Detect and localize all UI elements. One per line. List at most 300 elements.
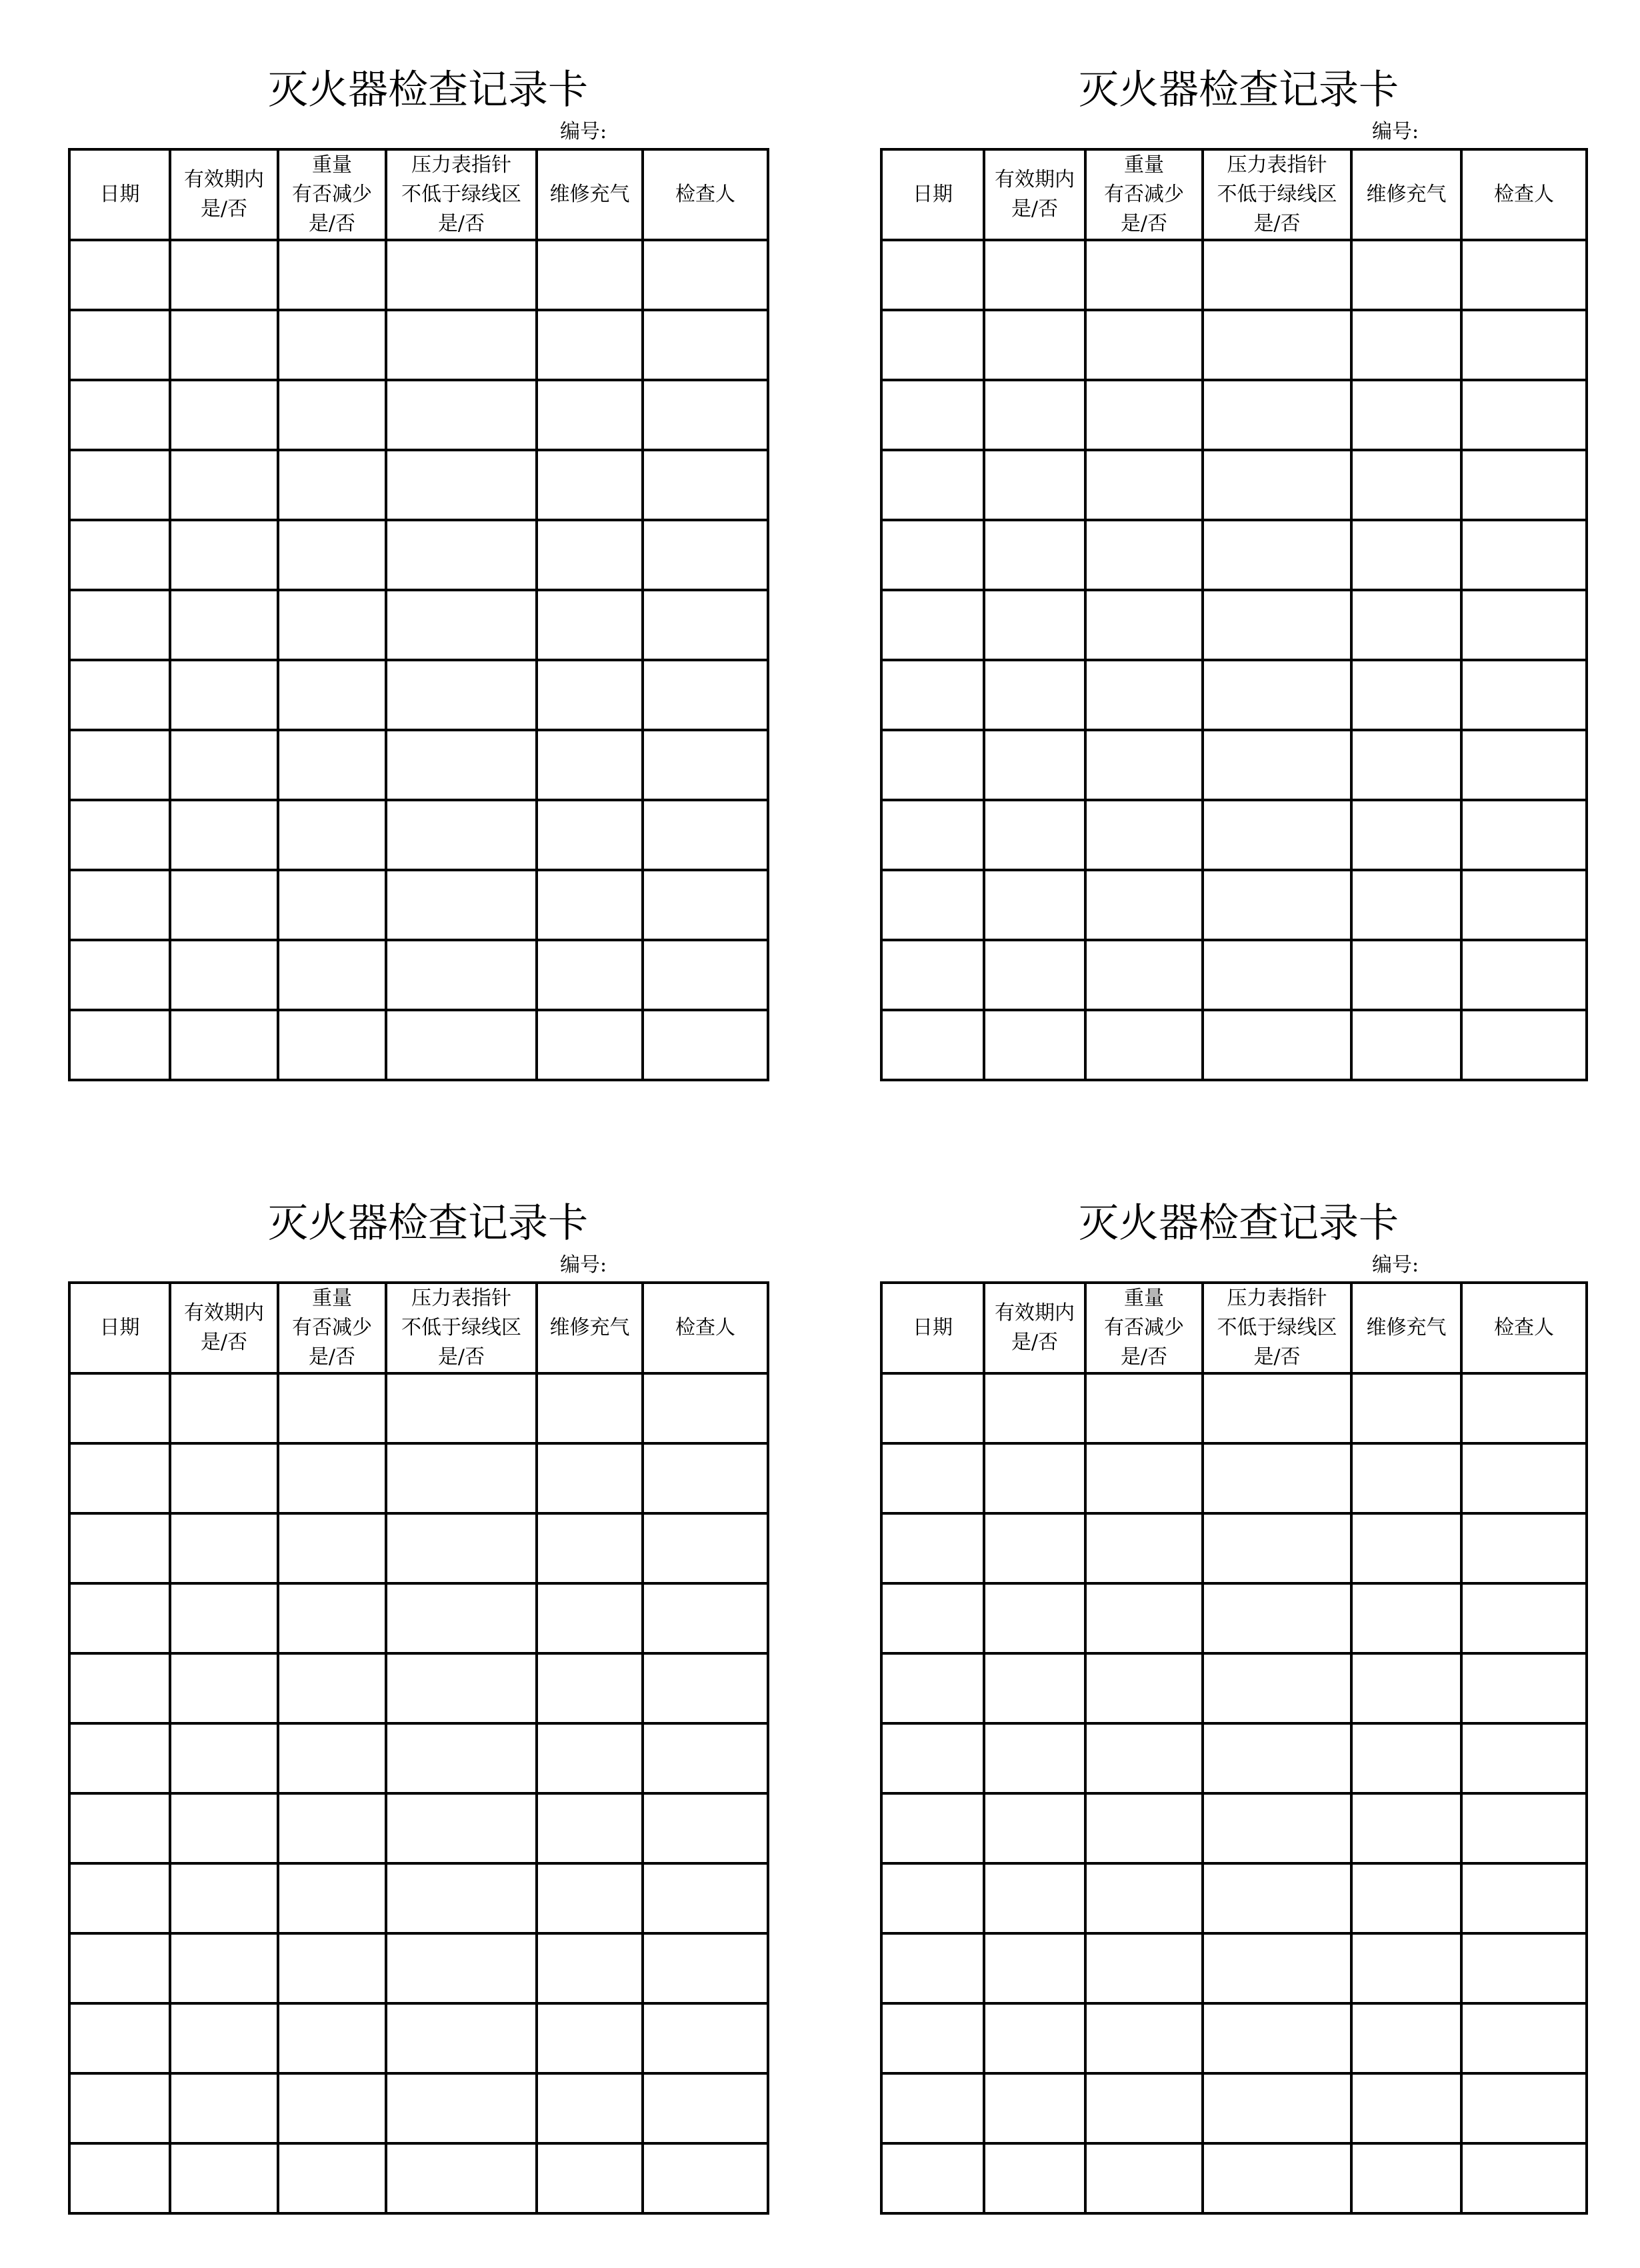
entry-cell[interactable] (537, 1513, 643, 1583)
entry-cell[interactable] (1203, 1583, 1351, 1653)
entry-cell[interactable] (278, 1443, 386, 1513)
entry-cell[interactable] (537, 1863, 643, 1933)
entry-cell[interactable] (1085, 310, 1203, 380)
entry-cell[interactable] (984, 1513, 1085, 1583)
entry-cell[interactable] (69, 940, 170, 1010)
entry-cell[interactable] (643, 2073, 768, 2143)
entry-cell[interactable] (1351, 2143, 1461, 2213)
entry-cell[interactable] (643, 1443, 768, 1513)
entry-cell[interactable] (170, 1373, 278, 1443)
entry-cell[interactable] (537, 240, 643, 310)
entry-cell[interactable] (984, 450, 1085, 520)
entry-cell[interactable] (1461, 310, 1587, 380)
entry-cell[interactable] (643, 590, 768, 660)
entry-cell[interactable] (881, 2003, 984, 2073)
entry-cell[interactable] (278, 1723, 386, 1793)
entry-cell[interactable] (1461, 1443, 1587, 1513)
entry-cell[interactable] (984, 1793, 1085, 1863)
entry-cell[interactable] (537, 1793, 643, 1863)
entry-cell[interactable] (1461, 2003, 1587, 2073)
entry-cell[interactable] (1203, 660, 1351, 730)
entry-cell[interactable] (984, 240, 1085, 310)
entry-cell[interactable] (386, 240, 537, 310)
entry-cell[interactable] (278, 2003, 386, 2073)
entry-cell[interactable] (537, 730, 643, 800)
entry-cell[interactable] (386, 2143, 537, 2213)
entry-cell[interactable] (69, 1443, 170, 1513)
entry-cell[interactable] (278, 380, 386, 450)
entry-cell[interactable] (1461, 1933, 1587, 2003)
entry-cell[interactable] (278, 1933, 386, 2003)
entry-cell[interactable] (537, 310, 643, 380)
entry-cell[interactable] (1351, 940, 1461, 1010)
entry-cell[interactable] (386, 1373, 537, 1443)
entry-cell[interactable] (69, 590, 170, 660)
entry-cell[interactable] (643, 730, 768, 800)
entry-cell[interactable] (984, 310, 1085, 380)
entry-cell[interactable] (1085, 660, 1203, 730)
entry-cell[interactable] (643, 1723, 768, 1793)
entry-cell[interactable] (278, 940, 386, 1010)
entry-cell[interactable] (643, 940, 768, 1010)
entry-cell[interactable] (278, 2143, 386, 2213)
entry-cell[interactable] (537, 1443, 643, 1513)
entry-cell[interactable] (643, 1793, 768, 1863)
entry-cell[interactable] (1461, 660, 1587, 730)
entry-cell[interactable] (69, 1933, 170, 2003)
entry-cell[interactable] (170, 380, 278, 450)
entry-cell[interactable] (1351, 1723, 1461, 1793)
entry-cell[interactable] (537, 2143, 643, 2213)
entry-cell[interactable] (1461, 870, 1587, 940)
entry-cell[interactable] (278, 870, 386, 940)
entry-cell[interactable] (984, 1010, 1085, 1080)
entry-cell[interactable] (1085, 870, 1203, 940)
entry-cell[interactable] (537, 450, 643, 520)
entry-cell[interactable] (386, 1010, 537, 1080)
entry-cell[interactable] (984, 660, 1085, 730)
entry-cell[interactable] (1085, 590, 1203, 660)
entry-cell[interactable] (881, 1513, 984, 1583)
entry-cell[interactable] (170, 1793, 278, 1863)
entry-cell[interactable] (1085, 1723, 1203, 1793)
column-header (170, 149, 278, 240)
entry-cell[interactable] (386, 1793, 537, 1863)
entry-cell[interactable] (1351, 310, 1461, 380)
entry-cell[interactable] (1461, 1010, 1587, 1080)
entry-cell[interactable] (984, 520, 1085, 590)
entry-cell[interactable] (1461, 240, 1587, 310)
entry-cell[interactable] (1085, 2003, 1203, 2073)
entry-cell[interactable] (1351, 1793, 1461, 1863)
entry-cell[interactable] (1085, 2143, 1203, 2213)
entry-cell[interactable] (1351, 730, 1461, 800)
entry-cell[interactable] (643, 1010, 768, 1080)
entry-cell[interactable] (1351, 590, 1461, 660)
entry-cell[interactable] (1085, 240, 1203, 310)
entry-cell[interactable] (643, 1583, 768, 1653)
entry-cell[interactable] (170, 310, 278, 380)
entry-cell[interactable] (1203, 1010, 1351, 1080)
entry-cell[interactable] (1203, 870, 1351, 940)
entry-cell[interactable] (170, 590, 278, 660)
entry-cell[interactable] (881, 660, 984, 730)
entry-cell[interactable] (1085, 380, 1203, 450)
entry-cell[interactable] (643, 1513, 768, 1583)
entry-cell[interactable] (170, 1723, 278, 1793)
entry-cell[interactable] (537, 2073, 643, 2143)
entry-cell[interactable] (278, 520, 386, 590)
entry-cell[interactable] (386, 870, 537, 940)
table-row (881, 520, 1587, 590)
entry-cell[interactable] (69, 1793, 170, 1863)
table-row (69, 380, 768, 450)
entry-cell[interactable] (1203, 450, 1351, 520)
entry-cell[interactable] (170, 1010, 278, 1080)
entry-cell[interactable] (1351, 1513, 1461, 1583)
entry-cell[interactable] (1351, 1373, 1461, 1443)
entry-cell[interactable] (643, 800, 768, 870)
entry-cell[interactable] (386, 310, 537, 380)
entry-cell[interactable] (984, 380, 1085, 450)
entry-cell[interactable] (170, 870, 278, 940)
entry-cell[interactable] (1351, 870, 1461, 940)
entry-cell[interactable] (69, 2003, 170, 2073)
entry-cell[interactable] (1203, 2073, 1351, 2143)
entry-cell[interactable] (984, 2003, 1085, 2073)
entry-cell[interactable] (69, 1653, 170, 1723)
entry-cell[interactable] (278, 1513, 386, 1583)
entry-cell[interactable] (643, 660, 768, 730)
entry-cell[interactable] (386, 1583, 537, 1653)
entry-cell[interactable] (984, 2073, 1085, 2143)
table-row (881, 2143, 1587, 2213)
entry-cell[interactable] (1351, 1010, 1461, 1080)
entry-cell[interactable] (1351, 240, 1461, 310)
entry-cell[interactable] (278, 590, 386, 660)
entry-cell[interactable] (278, 2073, 386, 2143)
entry-cell[interactable] (881, 450, 984, 520)
entry-cell[interactable] (386, 520, 537, 590)
entry-cell[interactable] (278, 800, 386, 870)
entry-cell[interactable] (1085, 1653, 1203, 1723)
entry-cell[interactable] (170, 450, 278, 520)
entry-cell[interactable] (1203, 590, 1351, 660)
entry-cell[interactable] (881, 870, 984, 940)
entry-cell[interactable] (278, 1373, 386, 1443)
entry-cell[interactable] (1461, 520, 1587, 590)
entry-cell[interactable] (1461, 380, 1587, 450)
entry-cell[interactable] (1351, 2003, 1461, 2073)
entry-cell[interactable] (69, 240, 170, 310)
entry-cell[interactable] (1351, 800, 1461, 870)
entry-cell[interactable] (984, 1933, 1085, 2003)
header-text: 重量 (312, 153, 352, 177)
entry-cell[interactable] (984, 2143, 1085, 2213)
entry-cell[interactable] (1203, 1723, 1351, 1793)
entry-cell[interactable] (170, 2003, 278, 2073)
entry-cell[interactable] (1203, 2003, 1351, 2073)
entry-cell[interactable] (984, 1443, 1085, 1513)
entry-cell[interactable] (1351, 380, 1461, 450)
entry-cell[interactable] (1203, 2143, 1351, 2213)
entry-cell[interactable] (1461, 730, 1587, 800)
entry-cell[interactable] (170, 730, 278, 800)
entry-cell[interactable] (386, 730, 537, 800)
table-row (881, 730, 1587, 800)
entry-cell[interactable] (386, 940, 537, 1010)
entry-cell[interactable] (278, 1010, 386, 1080)
entry-cell[interactable] (69, 1863, 170, 1933)
entry-cell[interactable] (386, 1513, 537, 1583)
entry-cell[interactable] (881, 1723, 984, 1793)
entry-cell[interactable] (1461, 2073, 1587, 2143)
entry-cell[interactable] (1203, 1863, 1351, 1933)
entry-cell[interactable] (386, 1933, 537, 2003)
entry-cell[interactable] (1461, 1513, 1587, 1583)
entry-cell[interactable] (1085, 2073, 1203, 2143)
entry-cell[interactable] (170, 2143, 278, 2213)
entry-cell[interactable] (881, 1443, 984, 1513)
entry-cell[interactable] (1461, 1723, 1587, 1793)
entry-cell[interactable] (170, 1443, 278, 1513)
entry-cell[interactable] (1085, 1513, 1203, 1583)
entry-cell[interactable] (984, 1653, 1085, 1723)
entry-cell[interactable] (1351, 1443, 1461, 1513)
entry-cell[interactable] (170, 1583, 278, 1653)
entry-cell[interactable] (881, 380, 984, 450)
entry-cell[interactable] (69, 1010, 170, 1080)
entry-cell[interactable] (1203, 730, 1351, 800)
entry-cell[interactable] (984, 1373, 1085, 1443)
entry-cell[interactable] (1085, 1863, 1203, 1933)
entry-cell[interactable] (984, 870, 1085, 940)
entry-cell[interactable] (386, 380, 537, 450)
entry-cell[interactable] (881, 520, 984, 590)
entry-cell[interactable] (278, 1793, 386, 1863)
entry-cell[interactable] (1461, 1793, 1587, 1863)
entry-cell[interactable] (984, 590, 1085, 660)
entry-cell[interactable] (1461, 590, 1587, 660)
entry-cell[interactable] (881, 1793, 984, 1863)
entry-cell[interactable] (984, 1723, 1085, 1793)
entry-cell[interactable] (643, 380, 768, 450)
entry-cell[interactable] (170, 940, 278, 1010)
entry-cell[interactable] (1085, 1933, 1203, 2003)
entry-cell[interactable] (170, 2073, 278, 2143)
entry-cell[interactable] (537, 1933, 643, 2003)
entry-cell[interactable] (1351, 520, 1461, 590)
entry-cell[interactable] (1461, 1583, 1587, 1653)
entry-cell[interactable] (278, 240, 386, 310)
entry-cell[interactable] (278, 1653, 386, 1723)
entry-cell[interactable] (1461, 800, 1587, 870)
entry-cell[interactable] (1203, 380, 1351, 450)
entry-cell[interactable] (643, 520, 768, 590)
entry-cell[interactable] (537, 520, 643, 590)
entry-cell[interactable] (1351, 1653, 1461, 1723)
entry-cell[interactable] (170, 240, 278, 310)
entry-cell[interactable] (1085, 800, 1203, 870)
entry-cell[interactable] (69, 800, 170, 870)
entry-cell[interactable] (1203, 1933, 1351, 2003)
entry-cell[interactable] (881, 1010, 984, 1080)
entry-cell[interactable] (1085, 1373, 1203, 1443)
entry-cell[interactable] (1461, 1373, 1587, 1443)
entry-cell[interactable] (170, 660, 278, 730)
entry-cell[interactable] (537, 1723, 643, 1793)
entry-cell[interactable] (984, 940, 1085, 1010)
entry-cell[interactable] (278, 310, 386, 380)
entry-cell[interactable] (643, 2143, 768, 2213)
entry-cell[interactable] (386, 2003, 537, 2073)
entry-cell[interactable] (170, 1653, 278, 1723)
entry-cell[interactable] (1203, 1793, 1351, 1863)
entry-cell[interactable] (69, 660, 170, 730)
entry-cell[interactable] (643, 1933, 768, 2003)
entry-cell[interactable] (69, 2073, 170, 2143)
entry-cell[interactable] (1351, 450, 1461, 520)
entry-cell[interactable] (69, 450, 170, 520)
entry-cell[interactable] (643, 1863, 768, 1933)
entry-cell[interactable] (881, 1863, 984, 1933)
entry-cell[interactable] (881, 590, 984, 660)
entry-cell[interactable] (1351, 2073, 1461, 2143)
entry-cell[interactable] (1085, 1793, 1203, 1863)
entry-cell[interactable] (537, 940, 643, 1010)
entry-cell[interactable] (1203, 1443, 1351, 1513)
entry-cell[interactable] (881, 800, 984, 870)
entry-cell[interactable] (1085, 1010, 1203, 1080)
entry-cell[interactable] (170, 800, 278, 870)
entry-cell[interactable] (643, 240, 768, 310)
entry-cell[interactable] (386, 2073, 537, 2143)
entry-cell[interactable] (881, 1583, 984, 1653)
entry-cell[interactable] (278, 450, 386, 520)
entry-cell[interactable] (537, 800, 643, 870)
entry-cell[interactable] (881, 940, 984, 1010)
entry-cell[interactable] (537, 2003, 643, 2073)
entry-cell[interactable] (881, 1933, 984, 2003)
entry-cell[interactable] (386, 590, 537, 660)
entry-cell[interactable] (1461, 1863, 1587, 1933)
entry-cell[interactable] (537, 380, 643, 450)
entry-cell[interactable] (69, 870, 170, 940)
entry-cell[interactable] (1203, 800, 1351, 870)
entry-cell[interactable] (1203, 520, 1351, 590)
entry-cell[interactable] (69, 730, 170, 800)
header-text: 是/否 (1011, 197, 1059, 221)
entry-cell[interactable] (537, 870, 643, 940)
entry-cell[interactable] (881, 310, 984, 380)
entry-cell[interactable] (881, 1373, 984, 1443)
entry-cell[interactable] (386, 1653, 537, 1723)
entry-cell[interactable] (278, 730, 386, 800)
entry-cell[interactable] (643, 310, 768, 380)
entry-cell[interactable] (278, 660, 386, 730)
entry-cell[interactable] (69, 1513, 170, 1583)
entry-cell[interactable] (537, 1373, 643, 1443)
entry-cell[interactable] (537, 1010, 643, 1080)
entry-cell[interactable] (1085, 1443, 1203, 1513)
entry-cell[interactable] (1085, 940, 1203, 1010)
entry-cell[interactable] (984, 1583, 1085, 1653)
entry-cell[interactable] (69, 310, 170, 380)
entry-cell[interactable] (537, 1583, 643, 1653)
column-header (1351, 1283, 1461, 1373)
entry-cell[interactable] (69, 520, 170, 590)
entry-cell[interactable] (1351, 1583, 1461, 1653)
entry-cell[interactable] (1351, 660, 1461, 730)
entry-cell[interactable] (386, 1863, 537, 1933)
entry-cell[interactable] (1203, 1653, 1351, 1723)
entry-cell[interactable] (643, 1653, 768, 1723)
entry-cell[interactable] (1203, 1373, 1351, 1443)
entry-cell[interactable] (1461, 450, 1587, 520)
entry-cell[interactable] (881, 240, 984, 310)
entry-cell[interactable] (69, 1583, 170, 1653)
entry-cell[interactable] (643, 870, 768, 940)
entry-cell[interactable] (170, 1933, 278, 2003)
entry-cell[interactable] (170, 520, 278, 590)
entry-cell[interactable] (386, 800, 537, 870)
entry-cell[interactable] (881, 1653, 984, 1723)
entry-cell[interactable] (1461, 1653, 1587, 1723)
entry-cell[interactable] (69, 2143, 170, 2213)
entry-cell[interactable] (386, 660, 537, 730)
entry-cell[interactable] (1085, 520, 1203, 590)
entry-cell[interactable] (643, 2003, 768, 2073)
entry-cell[interactable] (69, 380, 170, 450)
entry-cell[interactable] (1085, 450, 1203, 520)
entry-cell[interactable] (170, 1863, 278, 1933)
column-header (69, 149, 170, 240)
entry-cell[interactable] (386, 450, 537, 520)
entry-cell[interactable] (1461, 2143, 1587, 2213)
entry-cell[interactable] (881, 2143, 984, 2213)
entry-cell[interactable] (984, 730, 1085, 800)
entry-cell[interactable] (643, 450, 768, 520)
entry-cell[interactable] (984, 800, 1085, 870)
entry-cell[interactable] (537, 660, 643, 730)
entry-cell[interactable] (537, 590, 643, 660)
entry-cell[interactable] (1461, 940, 1587, 1010)
entry-cell[interactable] (278, 1583, 386, 1653)
entry-cell[interactable] (170, 1513, 278, 1583)
entry-cell[interactable] (1351, 1863, 1461, 1933)
entry-cell[interactable] (643, 1373, 768, 1443)
entry-cell[interactable] (386, 1443, 537, 1513)
entry-cell[interactable] (386, 1723, 537, 1793)
entry-cell[interactable] (278, 1863, 386, 1933)
entry-cell[interactable] (1203, 1513, 1351, 1583)
column-header (278, 1283, 386, 1373)
entry-cell[interactable] (881, 2073, 984, 2143)
entry-cell[interactable] (984, 1863, 1085, 1933)
record-table (68, 148, 769, 1081)
entry-cell[interactable] (537, 1653, 643, 1723)
entry-cell[interactable] (1085, 1583, 1203, 1653)
header-text: 日期 (913, 183, 953, 206)
entry-cell[interactable] (69, 1373, 170, 1443)
entry-cell[interactable] (1351, 1933, 1461, 2003)
entry-cell[interactable] (881, 730, 984, 800)
entry-cell[interactable] (1203, 940, 1351, 1010)
entry-cell[interactable] (1085, 730, 1203, 800)
entry-cell[interactable] (1203, 240, 1351, 310)
entry-cell[interactable] (1203, 310, 1351, 380)
entry-cell[interactable] (69, 1723, 170, 1793)
